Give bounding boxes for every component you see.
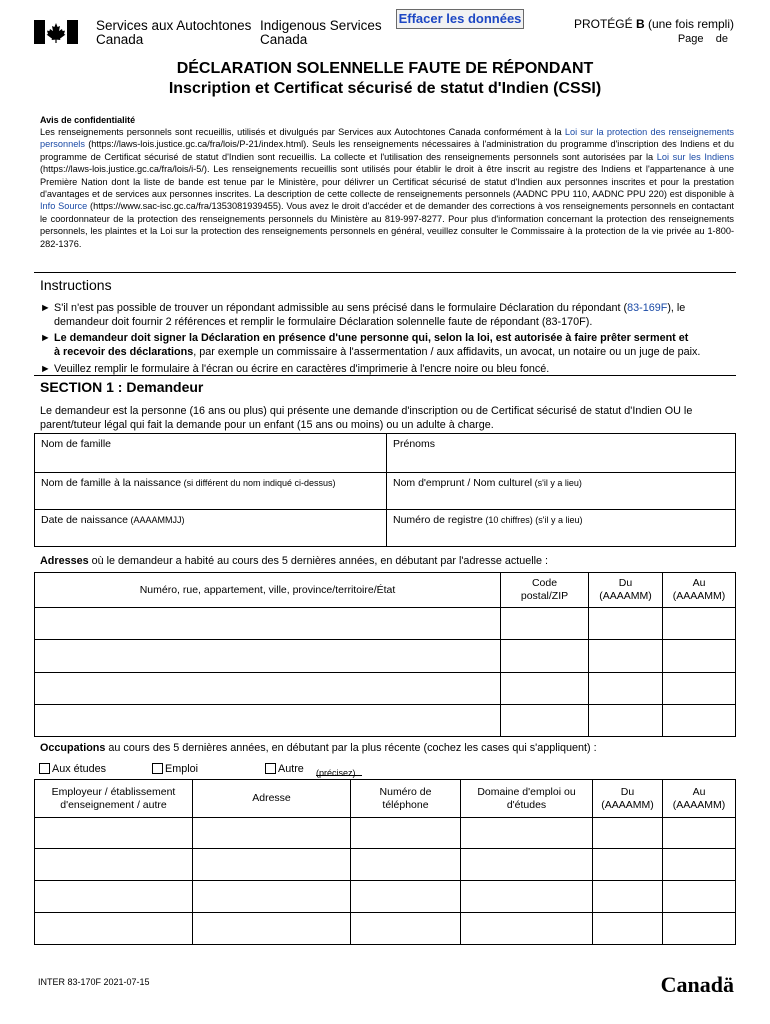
dept-fr-line2: Canada <box>96 32 144 47</box>
indian-act-link[interactable]: Loi sur les Indiens <box>656 151 734 162</box>
from-cell[interactable] <box>589 608 663 640</box>
registry-number-field[interactable] <box>387 510 736 547</box>
employer-label-1: Employeur / établissement <box>51 785 176 798</box>
privacy-text-2: (https://laws-lois.justice.gc.ca/fra/lois/P-21/index.html). Seuls les renseignements nécessaires à l'administration du programme d'inscription des Indiens et du programme de Certificat sécurisé de statut d'Indien sont recueillis. La collecte et l'utilisation des renseignements personnels sont autorisées par la <box>40 139 734 162</box>
occ-to-format: (AAAAMM) <box>672 798 726 811</box>
dept-en-line1: Indigenous Services <box>260 18 382 33</box>
birth-date-field[interactable] <box>35 510 387 547</box>
department-name-en <box>260 19 382 47</box>
last-name-field[interactable] <box>35 434 387 473</box>
phone-label-1: Numéro de <box>379 785 432 798</box>
occupation-row <box>35 881 736 913</box>
privacy-heading: Avis de confidentialité <box>40 115 136 125</box>
occ-address-cell[interactable] <box>193 913 351 945</box>
instruction-2-text: , par exemple un commissaire à l'assermentation / aux affidavits, un avocat, un notaire ou un juge de paix. <box>193 346 701 358</box>
other-checkbox[interactable] <box>265 763 304 775</box>
studies-checkbox[interactable] <box>39 763 106 775</box>
postal-cell[interactable] <box>501 705 589 737</box>
occ-from-label: Du <box>620 785 635 798</box>
instruction-1-text-b: ), le <box>667 302 686 314</box>
instruction-1-text-a: S'il n'est pas possible de trouver un répondant admissible au sens précisé dans le formulaire Déclaration du répondant ( <box>54 302 628 314</box>
address-cell[interactable] <box>35 673 501 705</box>
department-name-fr <box>96 19 251 47</box>
address-from-label: Du <box>618 577 633 589</box>
occ-from-col-header <box>593 780 663 818</box>
field-cell[interactable] <box>461 818 593 849</box>
studies-label: Aux études <box>52 763 107 775</box>
instruction-2-bold-2: à recevoir des déclarations <box>54 346 194 358</box>
field-col-header <box>461 780 593 818</box>
occ-to-cell[interactable] <box>663 849 736 881</box>
protege-level: B <box>635 17 645 31</box>
occ-from-format: (AAAAMM) <box>601 798 654 811</box>
bullet-arrow-icon: ► <box>40 302 51 314</box>
addresses-label <box>40 554 548 568</box>
instructions-divider <box>34 272 736 273</box>
occ-to-label: Au <box>692 785 706 798</box>
occ-address-cell[interactable] <box>193 881 351 913</box>
address-to-format: (AAAAMM) <box>672 590 726 602</box>
privacy-act-link[interactable]: Loi sur la protection des renseignements personnels <box>40 127 734 150</box>
other-label: Autre <box>278 763 304 775</box>
phone-cell[interactable] <box>351 881 461 913</box>
address-cell[interactable] <box>35 705 501 737</box>
privacy-text-4: (https://www.sac-isc.gc.ca/fra/1353081939455). Vous avez le droit d'accéder et de demander des corrections à vos renseignements personnels en contactant le coordonnateur de la protection des renseignements personnels du Ministère au 819-997-8277. Pour plus d'information concernant la protection des renseignements personnels, les plaintes et la Loi sur la protection des renseignements personnels en général, veuillez consulter le Commissaire à la protection de la vie privée au 1-800-282-1376. <box>40 201 734 249</box>
postal-code-col-header: Code postal/ZIP <box>501 573 589 608</box>
employer-cell[interactable] <box>35 913 193 945</box>
to-cell[interactable] <box>663 640 736 673</box>
occupation-row <box>35 913 736 945</box>
occ-address-cell[interactable] <box>193 818 351 849</box>
occ-address-col-header: Adresse <box>193 780 351 818</box>
dept-en-line2: Canada <box>260 32 308 47</box>
occupations-label-text: au cours des 5 dernières années, en débutant par la plus récente (cochez les cases qui s'appliquent) : <box>105 742 597 754</box>
field-cell[interactable] <box>461 913 593 945</box>
privacy-notice <box>40 126 734 250</box>
page-number-label: Page de <box>677 33 728 45</box>
section1-intro-line1: Le demandeur est la personne (16 ans ou plus) qui présente une demande d'inscription ou de Certificat sécurisé de statut d'Indien OU le <box>40 405 693 417</box>
instructions-heading: Instructions <box>40 277 112 293</box>
other-specify-input[interactable] <box>316 763 362 776</box>
section1-intro-line2: parent/tuteur légal qui fait la demande pour un enfant (15 ans ou moins) ou un adulte à charge. <box>40 419 494 431</box>
address-cell[interactable] <box>35 640 501 673</box>
address-from-format: (AAAAMM) <box>599 590 652 602</box>
address-row <box>35 705 736 737</box>
birth-last-name-label: Nom de famille à la naissance <box>41 477 182 489</box>
employer-label-2: d'enseignement / autre <box>60 798 167 811</box>
occupations-label <box>40 741 597 755</box>
info-source-link[interactable]: Info Source <box>40 201 88 212</box>
occ-from-cell[interactable] <box>593 818 663 849</box>
occ-address-cell[interactable] <box>193 849 351 881</box>
addresses-label-text: où le demandeur a habité au cours des 5 dernières années, en débutant par l'adresse actuelle : <box>88 555 549 567</box>
occupation-row <box>35 818 736 849</box>
field-cell[interactable] <box>461 849 593 881</box>
phone-cell[interactable] <box>351 849 461 881</box>
protection-label <box>574 17 734 31</box>
employer-col-header <box>35 780 193 818</box>
occupation-row <box>35 849 736 881</box>
phone-col-header <box>351 780 461 818</box>
postal-cell[interactable] <box>501 640 589 673</box>
occ-from-cell[interactable] <box>593 913 663 945</box>
from-cell[interactable] <box>589 705 663 737</box>
cultural-name-label: Nom d'emprunt / Nom culturel <box>393 477 533 489</box>
cultural-name-note: (s'il y a lieu) <box>532 478 582 488</box>
phone-cell[interactable] <box>351 818 461 849</box>
address-from-col-header <box>589 573 663 608</box>
from-cell[interactable] <box>589 640 663 673</box>
address-cell[interactable] <box>35 608 501 640</box>
occ-to-cell[interactable] <box>663 913 736 945</box>
employment-checkbox[interactable] <box>152 763 198 775</box>
form-83-169f-link[interactable]: 83-169F <box>627 302 668 314</box>
form-title: DÉCLARATION SOLENNELLE FAUTE DE RÉPONDANT <box>176 60 594 77</box>
applicant-identity-table <box>34 433 736 547</box>
instruction-3 <box>40 362 734 376</box>
instruction-2-bold-1: Le demandeur doit signer la Déclaration en présence d'une personne qui, selon la loi, est autorisée à faire prêter serment et <box>54 332 689 344</box>
to-cell[interactable] <box>663 673 736 705</box>
protege-note: (une fois rempli) <box>644 17 734 31</box>
form-code: INTER 83-170F 2021-07-15 <box>38 977 150 987</box>
privacy-text-1: Les renseignements personnels sont recueillis, utilisés et divulgués par Services aux Autochtones Canada conformément à la <box>40 127 565 137</box>
clear-data-button[interactable]: Effacer les données <box>396 9 524 29</box>
studies-checkbox-box[interactable] <box>39 763 50 774</box>
occ-to-cell[interactable] <box>663 881 736 913</box>
employer-cell[interactable] <box>35 818 193 849</box>
employer-cell[interactable] <box>35 849 193 881</box>
employment-label: Emploi <box>165 763 199 775</box>
from-cell[interactable] <box>589 673 663 705</box>
privacy-text-3: (https://laws-lois.justice.gc.ca/fra/lois/i-5/). Les renseignements recueillis sont utilisés pour établir le droit à être inscrit au registre des Indiens et l'appartenance à une Première Nation dont la liste de bande est tenue par le Ministère, pour délivrer un Certificat sécurisé de statut d'Indien aux personnes inscrites et pour la prestation d'avantages et de services aux personnes inscrites. La description de cette collecte de renseignements personnels (AADNC PPU 110, AADNC PPU 220) est disponible à <box>40 164 734 200</box>
birth-date-note: (AAAAMMJJ) <box>127 515 185 525</box>
address-to-label: Au <box>692 577 706 589</box>
postal-cell[interactable] <box>501 608 589 640</box>
field-label-2: d'études <box>506 798 547 811</box>
registry-number-label: Numéro de registre <box>393 514 483 526</box>
to-cell[interactable] <box>663 705 736 737</box>
address-col-header: Numéro, rue, appartement, ville, province/territoire/État <box>35 573 501 608</box>
occ-from-cell[interactable] <box>593 881 663 913</box>
field-cell[interactable] <box>461 881 593 913</box>
dept-fr-line1: Services aux Autochtones <box>96 18 252 33</box>
occ-from-cell[interactable] <box>593 849 663 881</box>
form-subtitle: Inscription et Certificat sécurisé de statut d'Indien (CSSI) <box>168 80 602 97</box>
bullet-arrow-icon: ► <box>40 332 51 344</box>
protege-text: PROTÉGÉ <box>573 17 636 31</box>
addresses-table <box>34 572 736 737</box>
bullet-arrow-icon: ► <box>40 363 51 375</box>
canada-flag-icon <box>34 20 78 44</box>
cultural-name-field[interactable] <box>387 473 736 510</box>
address-to-col-header <box>663 573 736 608</box>
phone-cell[interactable] <box>351 913 461 945</box>
occupations-table <box>34 779 736 945</box>
instruction-1 <box>40 301 734 329</box>
birth-last-name-note: (si différent du nom indiqué ci-dessus) <box>181 478 336 488</box>
canada-wordmark: Canadä <box>660 972 734 997</box>
to-cell[interactable] <box>663 608 736 640</box>
postal-cell[interactable] <box>501 673 589 705</box>
registry-number-note: (10 chiffres) (s'il y a lieu) <box>482 515 583 525</box>
instruction-2 <box>40 331 734 359</box>
employer-cell[interactable] <box>35 881 193 913</box>
other-checkbox-box[interactable] <box>265 763 276 774</box>
section1-heading: SECTION 1 : Demandeur <box>40 379 204 395</box>
phone-label-2: téléphone <box>382 798 429 811</box>
occ-to-cell[interactable] <box>663 818 736 849</box>
field-label-1: Domaine d'emploi ou <box>477 785 576 798</box>
employment-checkbox-box[interactable] <box>152 763 163 774</box>
occupations-label-bold: Occupations <box>40 742 106 754</box>
section1-intro <box>40 404 734 432</box>
instruction-1-text-c: demandeur doit fournir 2 références et remplir le formulaire Déclaration solennelle faute de répondant (83-170F). <box>54 316 593 328</box>
specify-label: (précisez) <box>316 768 356 778</box>
address-row <box>35 673 736 705</box>
occ-to-col-header <box>663 780 736 818</box>
addresses-label-bold: Adresses <box>40 555 89 567</box>
given-names-label: Prénoms <box>393 438 436 450</box>
address-row <box>35 608 736 640</box>
birth-last-name-field[interactable] <box>35 473 387 510</box>
birth-date-label: Date de naissance <box>41 514 128 526</box>
last-name-label: Nom de famille <box>41 438 112 450</box>
address-row <box>35 640 736 673</box>
given-names-field[interactable] <box>387 434 736 473</box>
instruction-3-text: Veuillez remplir le formulaire à l'écran ou écrire en caractères d'imprimerie à l'encre noire ou bleu foncé. <box>54 363 550 375</box>
section1-divider <box>34 375 736 376</box>
